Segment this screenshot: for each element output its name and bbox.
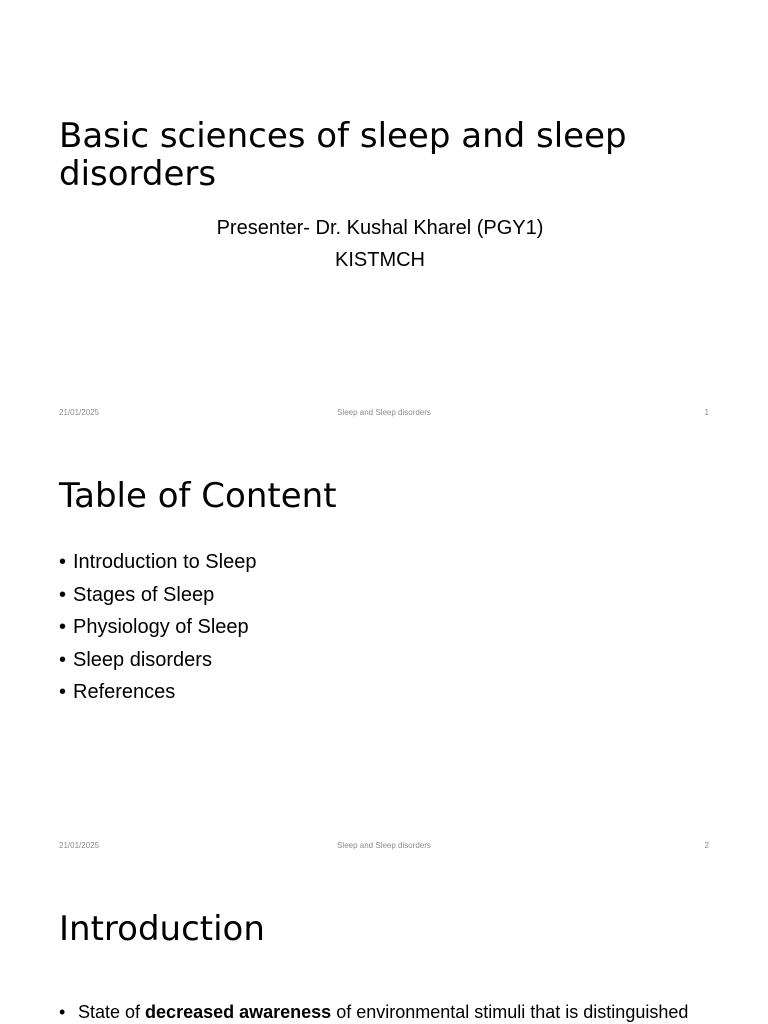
slide-footer <box>59 408 709 418</box>
slide-title: Introduction <box>59 909 265 949</box>
table-of-content-list <box>59 546 256 709</box>
list-item-text <box>78 1000 688 1024</box>
list-item <box>59 611 256 644</box>
bullet-icon: • <box>59 648 67 671</box>
list-item <box>59 676 256 709</box>
text-after: of environmental stimuli that is distinguished <box>331 1002 689 1022</box>
list-item-label: Physiology of Sleep <box>73 616 249 638</box>
slide-subtitle <box>59 212 701 276</box>
text-before: State of <box>78 1002 146 1022</box>
bullet-icon: • <box>59 616 67 638</box>
list-item <box>59 579 256 612</box>
bullet-icon: • <box>59 681 67 703</box>
footer-date: 21/01/2025 <box>59 841 100 850</box>
list-item-label: Sleep disorders <box>73 648 212 671</box>
bullet-icon: • <box>59 1002 66 1022</box>
slide-3 <box>0 866 768 1024</box>
list-item <box>59 546 256 579</box>
bullet-icon: • <box>59 551 67 573</box>
bullet-icon: • <box>59 583 67 606</box>
slide-title: Basic sciences of sleep and sleep disorders <box>59 116 627 194</box>
slide-number: 1 <box>704 408 709 417</box>
slide-1 <box>0 0 768 433</box>
presenter-line: Presenter- Dr. Kushal Kharel (PGY1) <box>216 217 544 239</box>
slide-title: Table of Content <box>59 476 337 516</box>
list-item-label: References <box>73 681 176 703</box>
footer-title: Sleep and Sleep disorders <box>337 408 431 417</box>
text-bold: decreased awareness <box>145 1002 332 1022</box>
list-item <box>59 1000 719 1024</box>
list-item-label: Introduction to Sleep <box>73 551 257 573</box>
slide-footer <box>59 841 709 851</box>
footer-date: 21/01/2025 <box>59 408 100 417</box>
slide-number: 2 <box>704 841 709 850</box>
list-item <box>59 644 256 677</box>
footer-title: Sleep and Sleep disorders <box>337 841 431 850</box>
list-item-label: Stages of Sleep <box>73 583 215 606</box>
institution-line: KISTMCH <box>335 249 425 271</box>
slide-2 <box>0 433 768 866</box>
